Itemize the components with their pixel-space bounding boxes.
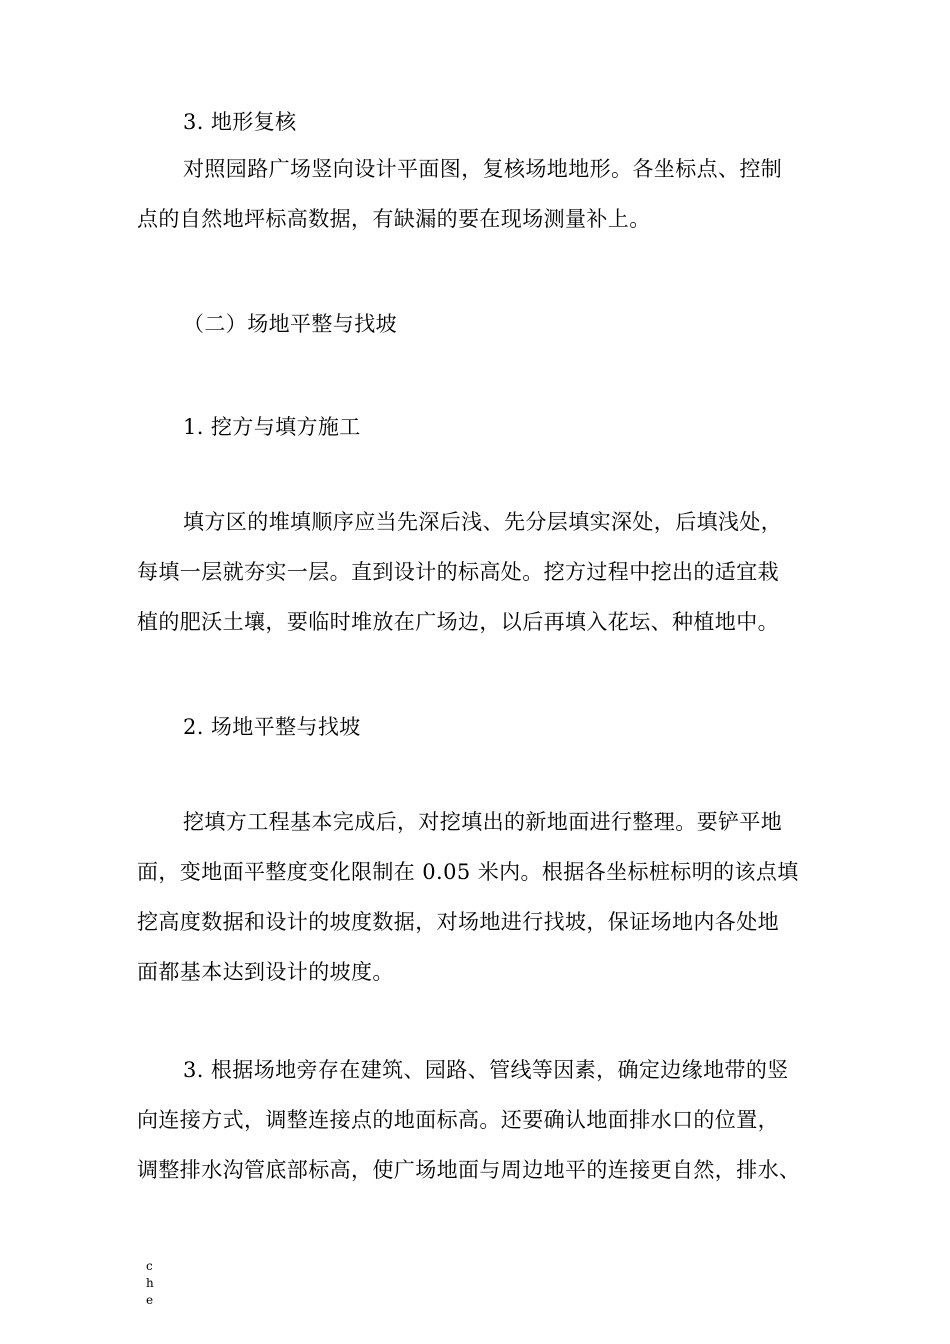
sub3-paragraph-line-3: 调整排水沟管底部标高，使广场地面与周边地平的连接更自然，排水、	[137, 1158, 801, 1182]
footer-tag: che	[146, 1259, 154, 1307]
sub3-paragraph-line-1: 3. 根据场地旁存在建筑、园路、管线等因素，确定边缘地带的竖	[183, 1058, 789, 1082]
terrain-paragraph-line-1: 对照园路广场竖向设计平面图，复核场地地形。各坐标点、控制	[183, 157, 783, 181]
sub2-paragraph-line-3: 挖高度数据和设计的坡度数据，对场地进行找坡，保证场地内各处地	[137, 910, 779, 934]
sub3-paragraph-line-2: 向连接方式，调整连接点的地面标高。还要确认地面排水口的位置，	[137, 1108, 779, 1132]
sub2-paragraph-line-1: 挖填方工程基本完成后，对挖填出的新地面进行整理。要铲平地	[183, 810, 783, 834]
sub2-paragraph-line-2: 面，变地面平整度变化限制在 0.05 米内。根据各坐标桩标明的该点填	[137, 860, 799, 884]
sub2-paragraph-line-4: 面都基本达到设计的坡度。	[137, 960, 394, 984]
sub1-paragraph-line-2: 每填一层就夯实一层。直到设计的标高处。挖方过程中挖出的适宜栽	[137, 560, 779, 584]
sub1-heading: 1. 挖方与填方施工	[183, 415, 361, 439]
sub1-paragraph-line-3: 植的肥沃土壤，要临时堆放在广场边，以后再填入花坛、种植地中。	[137, 610, 779, 634]
section2-heading: （二）场地平整与找坡	[183, 312, 397, 336]
sub2-heading: 2. 场地平整与找坡	[183, 715, 361, 739]
terrain-heading: 3. 地形复核	[183, 110, 297, 134]
terrain-paragraph-line-2: 点的自然地坪标高数据，有缺漏的要在现场测量补上。	[137, 207, 651, 231]
sub1-paragraph-line-1: 填方区的堆填顺序应当先深后浅、先分层填实深处，后填浅处，	[183, 510, 783, 534]
